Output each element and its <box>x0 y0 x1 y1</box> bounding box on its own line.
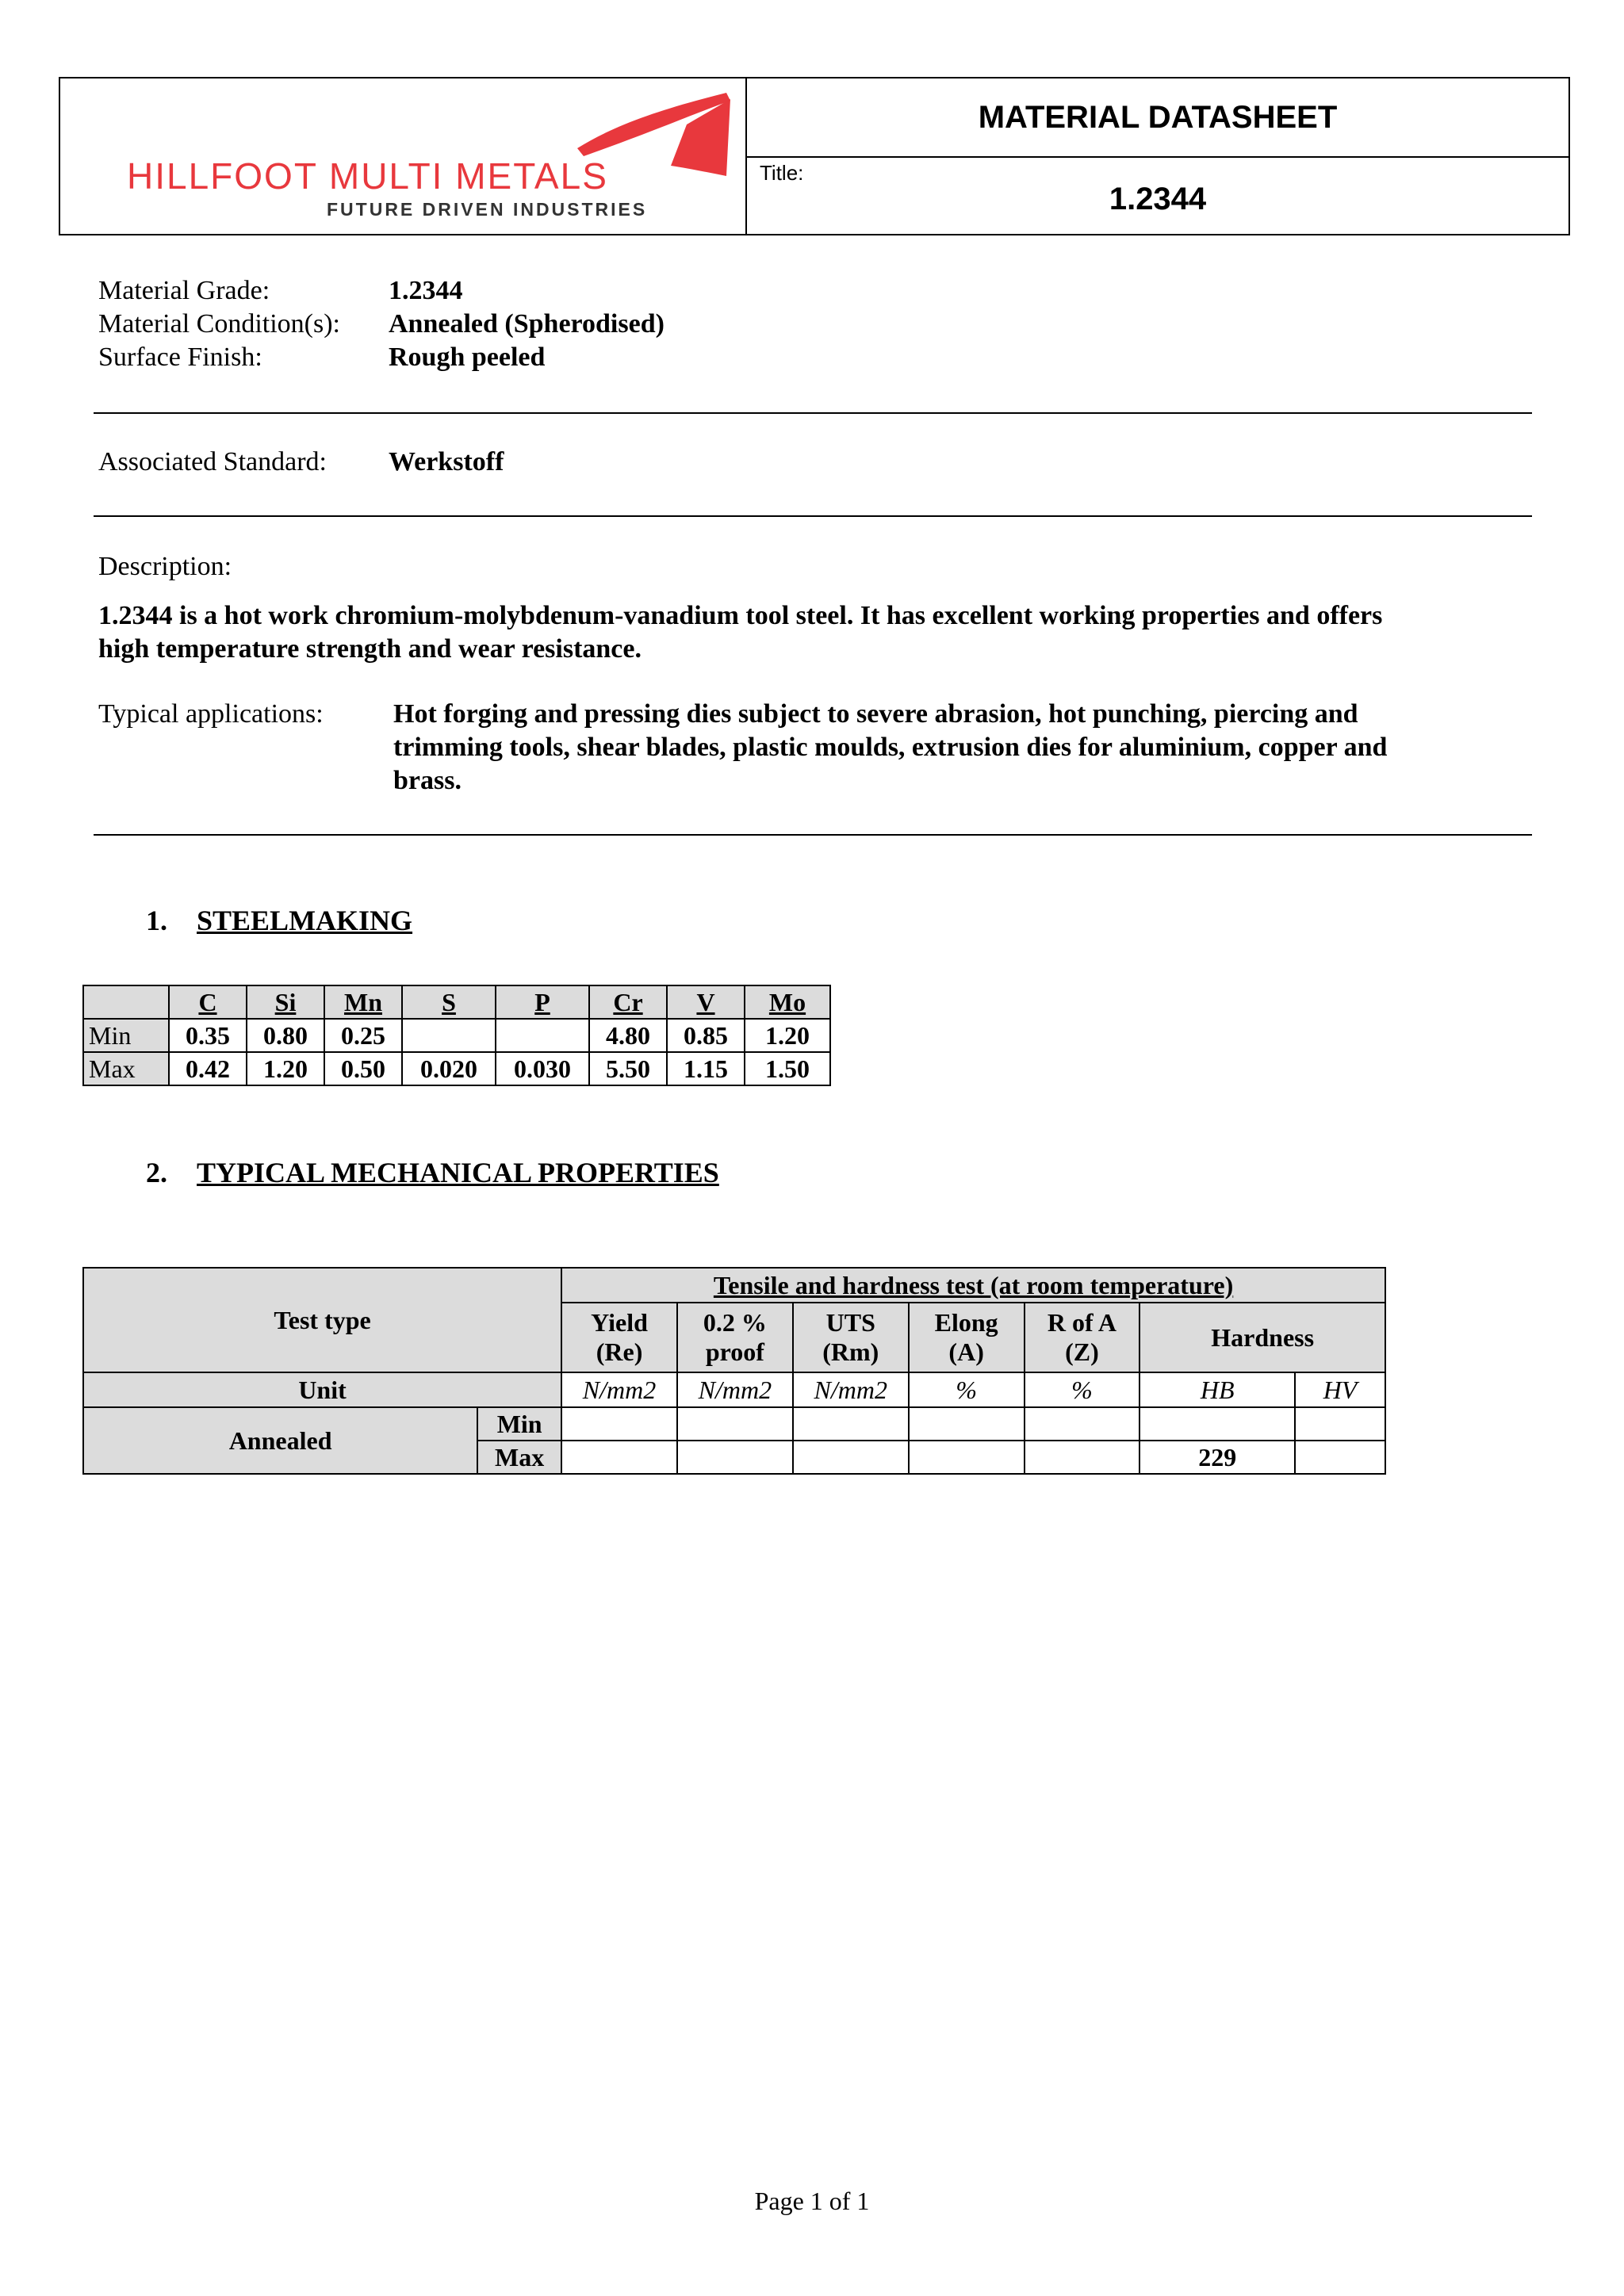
chem-header-p: P <box>496 985 589 1019</box>
chem-max-c: 0.42 <box>169 1052 247 1085</box>
chemistry-min-row <box>83 1019 830 1052</box>
chem-max-cr: 5.50 <box>589 1052 667 1085</box>
mech-min-hv <box>1295 1407 1385 1441</box>
mech-header-yield: Yield (Re) <box>561 1303 677 1372</box>
mech-unit-row <box>83 1372 1385 1407</box>
mech-min-hb <box>1139 1407 1295 1441</box>
chem-header-c: C <box>169 985 247 1019</box>
section-2-number: 2. <box>146 1157 167 1188</box>
applications-line-1: Hot forging and pressing dies subject to severe abrasion, hot punching, piercing and <box>393 699 1358 729</box>
logo-name: HILLFOOT MULTI METALS <box>127 155 608 197</box>
chem-max-mo: 1.50 <box>745 1052 830 1085</box>
divider <box>94 834 1532 836</box>
chemistry-max-row <box>83 1052 830 1085</box>
mech-min-roa <box>1025 1407 1140 1441</box>
heading-cell <box>745 78 1570 158</box>
mech-min-label: Min <box>477 1407 561 1441</box>
mech-unit-yield: N/mm2 <box>561 1372 677 1407</box>
chem-min-s <box>402 1019 496 1052</box>
chem-min-label: Min <box>83 1019 169 1052</box>
document-header <box>59 77 1570 235</box>
divider <box>94 412 1532 414</box>
mech-unit-hb: HB <box>1139 1372 1295 1407</box>
chemistry-table <box>82 985 831 1086</box>
standard-label: Associated Standard: <box>98 447 327 476</box>
description-line-2: high temperature strength and wear resistance. <box>98 634 642 664</box>
mech-test-type-header: Test type <box>83 1268 561 1372</box>
chem-header-mo: Mo <box>745 985 830 1019</box>
mech-min-proof <box>677 1407 793 1441</box>
chem-min-p <box>496 1019 589 1052</box>
chemistry-corner-cell <box>83 985 169 1019</box>
chem-max-label: Max <box>83 1052 169 1085</box>
chem-min-cr: 4.80 <box>589 1019 667 1052</box>
chem-header-v: V <box>667 985 745 1019</box>
section-1-title: STEELMAKING <box>197 905 413 936</box>
description-line-1: 1.2344 is a hot work chromium-molybdenum-vanadium tool steel. It has excellent working properties and offers <box>98 601 1383 630</box>
finish-value: Rough peeled <box>389 342 546 372</box>
mech-max-roa <box>1025 1441 1140 1474</box>
mech-max-hv <box>1295 1441 1385 1474</box>
page-number: Page 1 of 1 <box>754 2187 870 2215</box>
chem-min-mo: 1.20 <box>745 1019 830 1052</box>
mech-unit-label: Unit <box>83 1372 561 1407</box>
mech-unit-hv: HV <box>1295 1372 1385 1407</box>
chem-max-si: 1.20 <box>247 1052 324 1085</box>
title-value: 1.2344 <box>1109 182 1207 216</box>
applications-line-3: brass. <box>393 766 462 795</box>
mech-max-proof <box>677 1441 793 1474</box>
mech-group-row <box>83 1268 1385 1303</box>
chem-header-si: Si <box>247 985 324 1019</box>
chem-min-si: 0.80 <box>247 1019 324 1052</box>
chem-max-v: 1.15 <box>667 1052 745 1085</box>
mechanical-table <box>82 1267 1386 1475</box>
condition-value: Annealed (Spherodised) <box>389 309 665 339</box>
mech-header-elong: Elong (A) <box>909 1303 1025 1372</box>
mech-annealed-min-row <box>83 1407 1385 1441</box>
mech-header-proof: 0.2 % proof <box>677 1303 793 1372</box>
section-2-title: TYPICAL MECHANICAL PROPERTIES <box>197 1157 719 1188</box>
mech-condition-label: Annealed <box>83 1407 477 1474</box>
chem-header-s: S <box>402 985 496 1019</box>
mech-max-uts <box>793 1441 909 1474</box>
chem-min-v: 0.85 <box>667 1019 745 1052</box>
logo-cell <box>60 78 747 234</box>
mech-max-label: Max <box>477 1441 561 1474</box>
grade-label: Material Grade: <box>98 276 270 305</box>
mech-max-yield <box>561 1441 677 1474</box>
doc-heading: MATERIAL DATASHEET <box>978 99 1338 135</box>
description-label: Description: <box>98 552 232 581</box>
mech-min-yield <box>561 1407 677 1441</box>
mech-min-uts <box>793 1407 909 1441</box>
chem-min-c: 0.35 <box>169 1019 247 1052</box>
chem-header-mn: Mn <box>324 985 402 1019</box>
title-label: Title: <box>760 161 804 185</box>
chem-min-mn: 0.25 <box>324 1019 402 1052</box>
mech-max-hb: 229 <box>1139 1441 1295 1474</box>
mech-header-roa: R of A (Z) <box>1025 1303 1140 1372</box>
mech-unit-elong: % <box>909 1372 1025 1407</box>
applications-line-2: trimming tools, shear blades, plastic moulds, extrusion dies for aluminium, copper and <box>393 733 1388 762</box>
condition-label: Material Condition(s): <box>98 309 341 339</box>
finish-label: Surface Finish: <box>98 342 262 372</box>
mech-unit-roa: % <box>1025 1372 1140 1407</box>
standard-value: Werkstoff <box>389 447 504 476</box>
chem-header-cr: Cr <box>589 985 667 1019</box>
mech-unit-proof: N/mm2 <box>677 1372 793 1407</box>
mech-min-elong <box>909 1407 1025 1441</box>
mech-unit-uts: N/mm2 <box>793 1372 909 1407</box>
logo-tagline: FUTURE DRIVEN INDUSTRIES <box>327 199 648 220</box>
mech-header-hardness: Hardness <box>1139 1303 1385 1372</box>
chem-max-s: 0.020 <box>402 1052 496 1085</box>
chem-max-mn: 0.50 <box>324 1052 402 1085</box>
section-1-number: 1. <box>146 905 167 936</box>
chemistry-header-row <box>83 985 830 1019</box>
mech-group-heading: Tensile and hardness test (at room temperature) <box>561 1268 1385 1303</box>
applications-label: Typical applications: <box>98 699 324 729</box>
chem-max-p: 0.030 <box>496 1052 589 1085</box>
grade-value: 1.2344 <box>389 276 463 305</box>
mech-max-elong <box>909 1441 1025 1474</box>
divider <box>94 515 1532 517</box>
mech-header-uts: UTS (Rm) <box>793 1303 909 1372</box>
